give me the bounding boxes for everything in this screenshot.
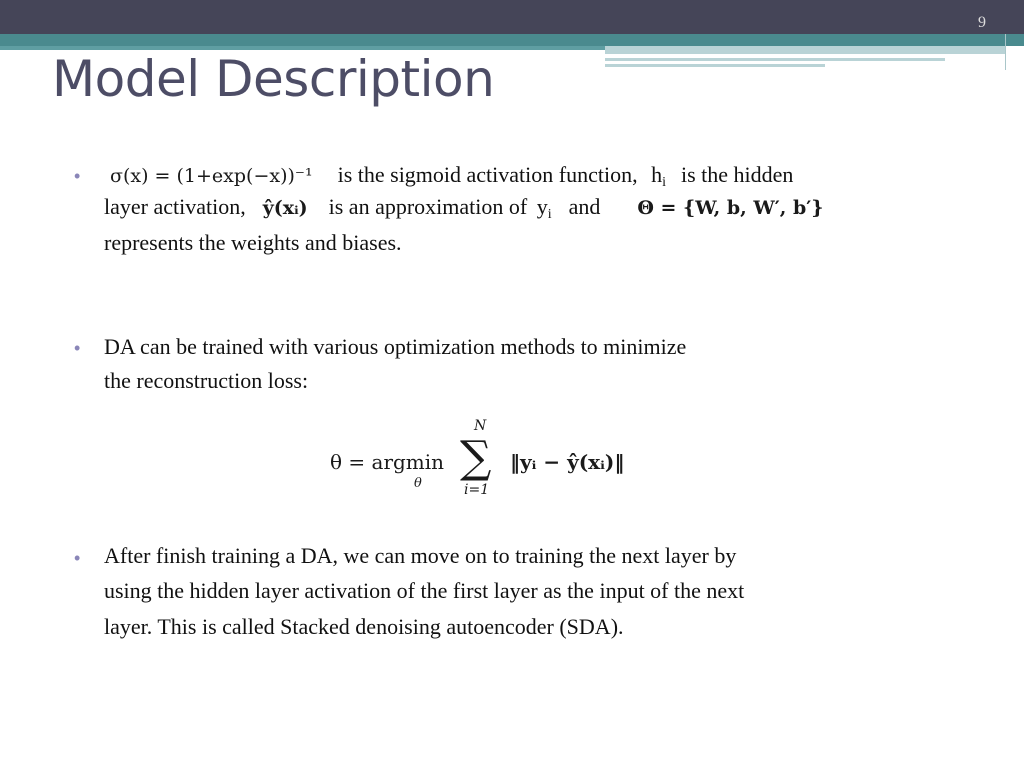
norm-term: ‖yᵢ − ŷ(xᵢ)‖ [510, 450, 625, 474]
slide-title: Model Description [52, 50, 495, 108]
bullet-1-text: is an approximation of [328, 194, 528, 219]
theta-formula: Θ = {W, b, W′, b′} [637, 197, 824, 219]
sum-lower-limit: i=1 [464, 482, 490, 498]
bullet-marker: • [74, 166, 81, 186]
header-bar [0, 0, 1024, 34]
bullet-marker: • [74, 338, 81, 358]
summation-symbol: ∑ [460, 432, 492, 483]
sum-upper-limit: N [474, 418, 487, 434]
sigmoid-formula: σ(x) = (1+exp(−x))⁻¹ [110, 165, 313, 187]
yhat-formula: ŷ(xᵢ) [262, 197, 308, 219]
bullet-2-line-2: the reconstruction loss: [104, 368, 309, 393]
bullet-1-line-3: represents the weights and biases. [104, 230, 402, 255]
bullet-3-line-3: layer. This is called Stacked denoising autoencoder (SDA). [104, 614, 624, 639]
bullet-3-line-2: using the hidden layer activation of the first layer as the input of the next [104, 578, 745, 603]
header-accent-band [0, 34, 1024, 46]
bullet-marker: • [74, 548, 81, 568]
hidden-symbol: h [651, 162, 663, 187]
bullet-2-line-1: DA can be trained with various optimization methods to minimize [104, 334, 687, 359]
hidden-subscript: i [662, 175, 666, 190]
bullet-1-text: is the sigmoid activation function, [337, 162, 638, 187]
argmin-subscript: θ [414, 476, 422, 491]
bullet-1-text: is the hidden [680, 162, 794, 187]
y-subscript: i [547, 207, 552, 222]
bullet-1-line-1 [110, 162, 793, 191]
argmin-term: θ = argmin [330, 450, 445, 474]
bullet-1-text: and [568, 194, 601, 219]
y-symbol: y [536, 194, 548, 219]
header-stripe [605, 64, 825, 67]
bullet-3-line-1: After finish training a DA, we can move on to training the next layer by [104, 543, 737, 568]
reconstruction-loss-equation [330, 420, 660, 500]
header-stripe [605, 58, 945, 61]
header-stripe [605, 46, 1005, 54]
bullet-1-text: layer activation, [104, 194, 246, 219]
page-number: 9 [978, 14, 986, 31]
bullet-1-line-2 [104, 194, 824, 223]
header-divider [1005, 34, 1006, 70]
